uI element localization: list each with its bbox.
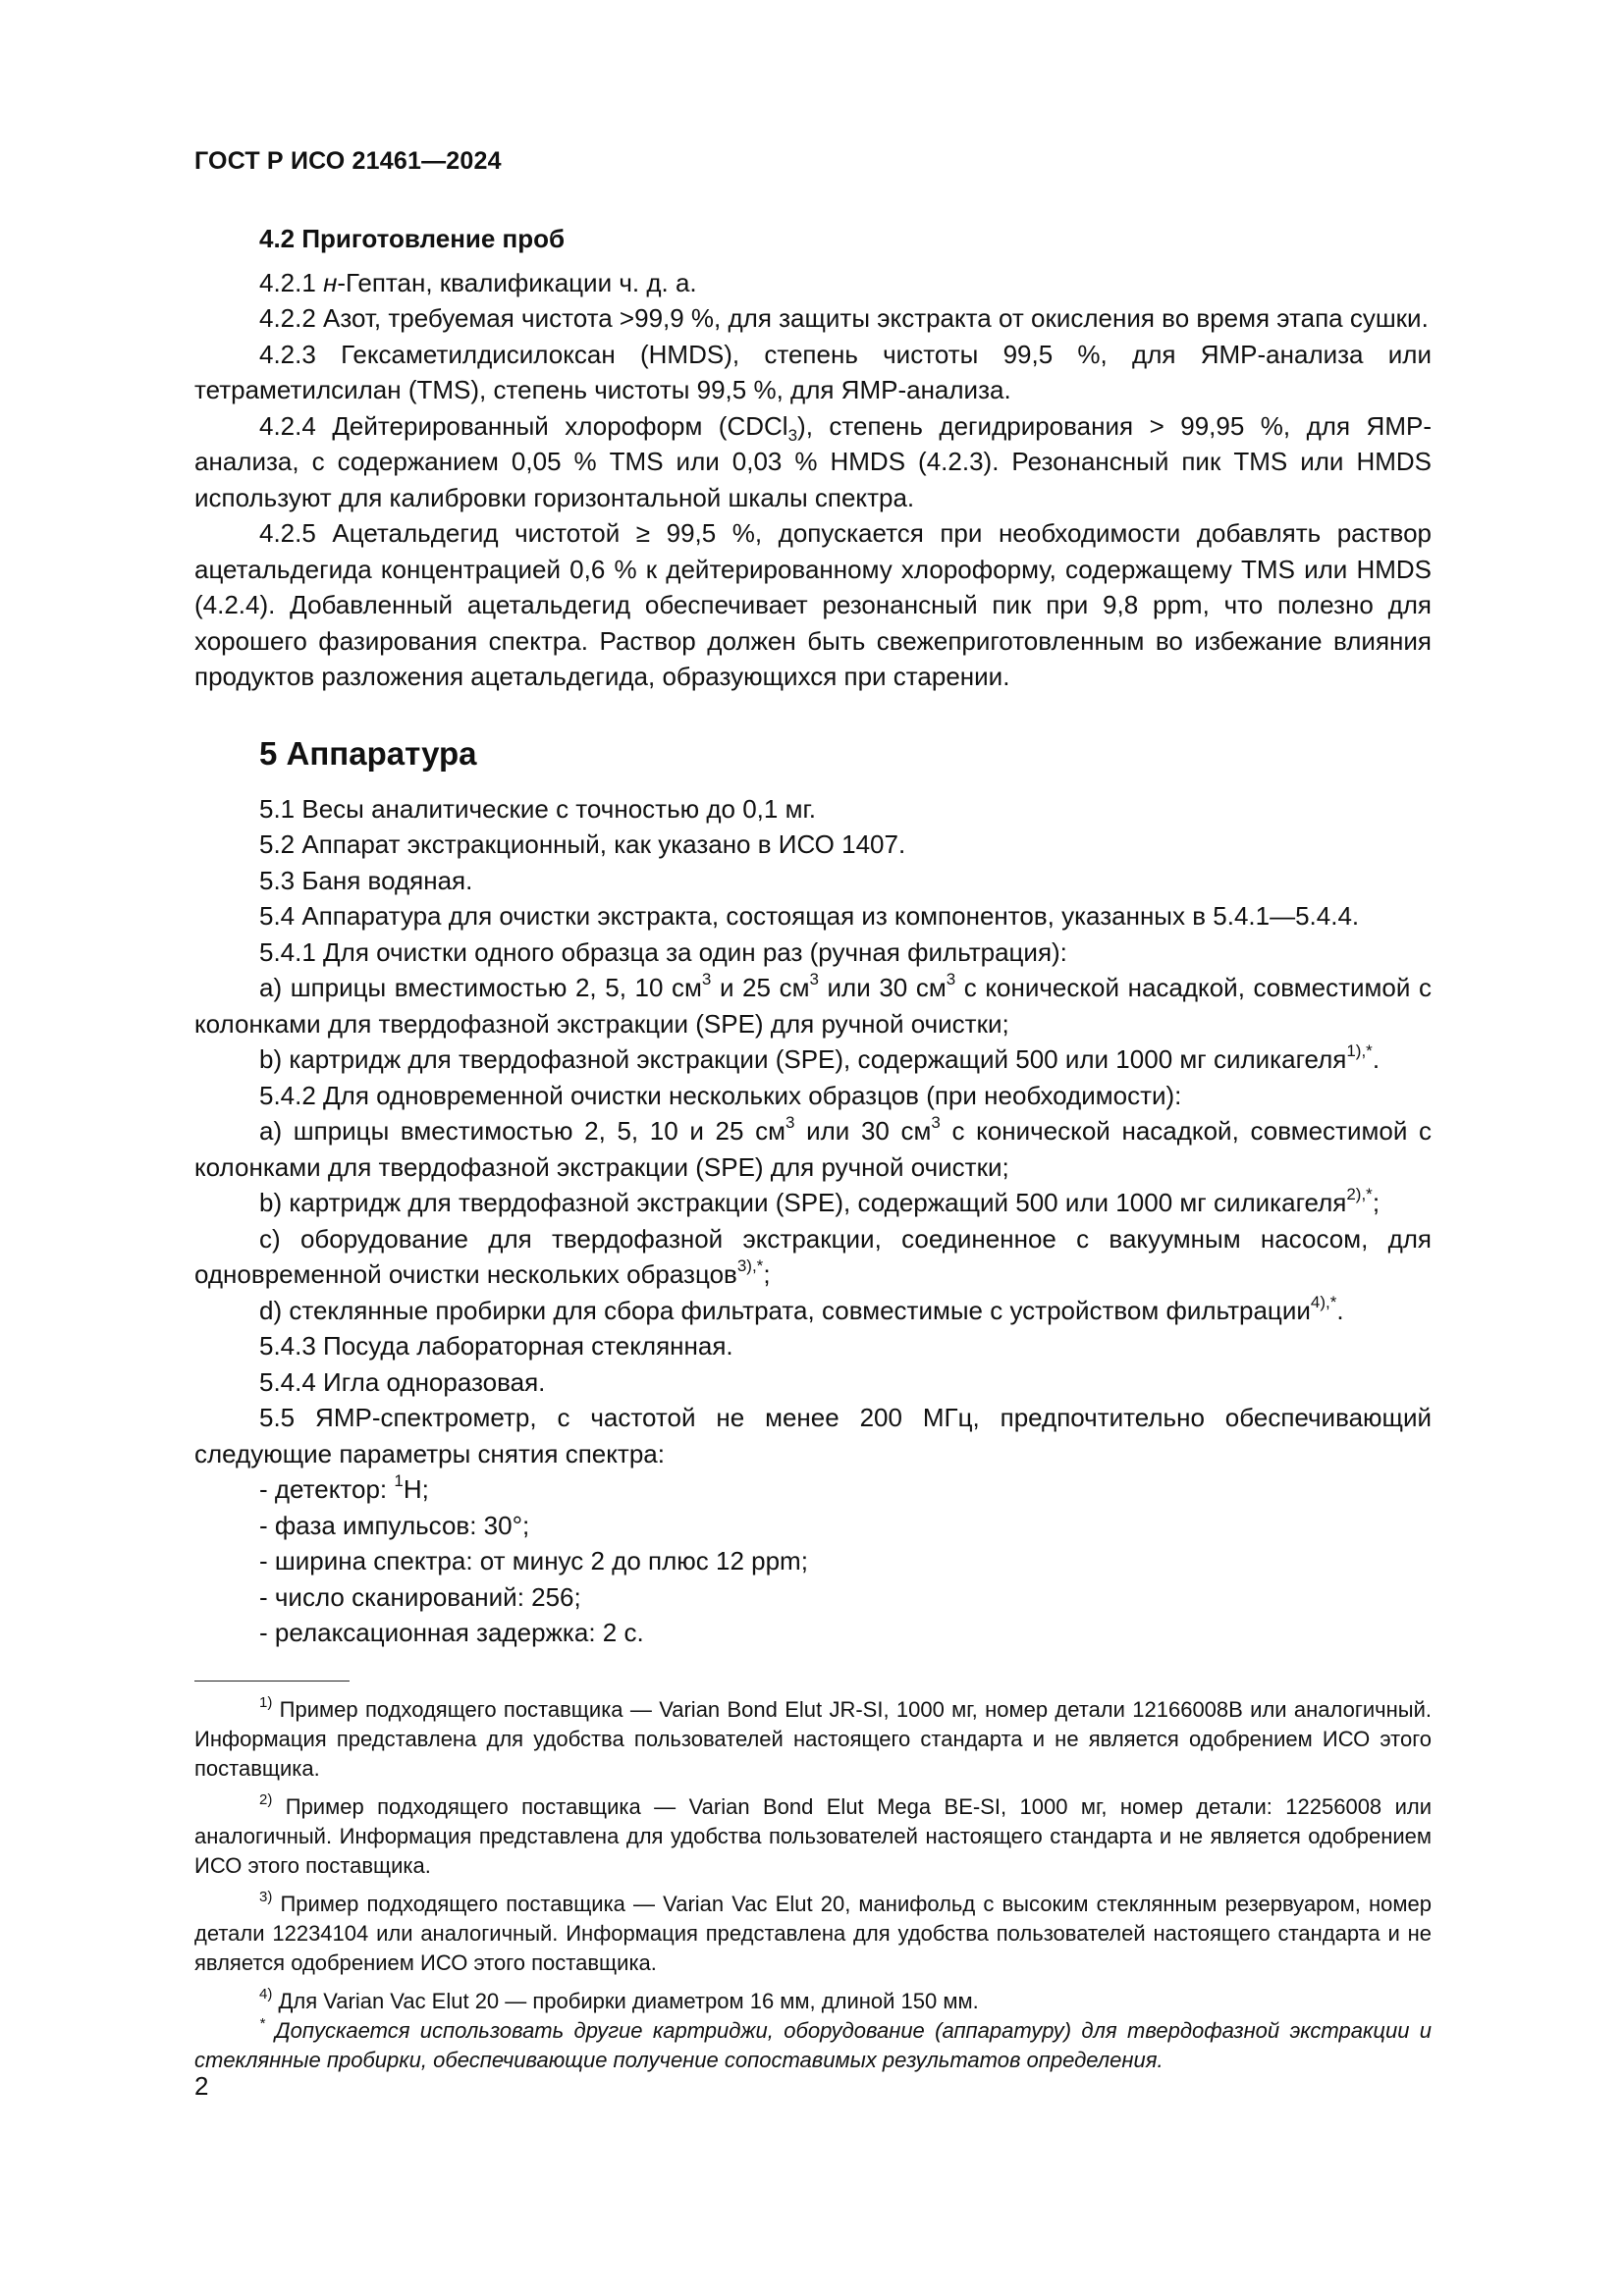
footnote-star: * Допускается использовать другие картриджи, оборудование (аппаратуру) для твердофазной экстракции и стеклянные пробирки, обеспечивающие получение сопоставимых результатов определения. [194, 2014, 1432, 2072]
item-5-4-1: 5.4.1 Для очистки одного образца за один раз (ручная фильтрация): [259, 936, 1067, 967]
footnote-ref: 1),* [1346, 1041, 1373, 1061]
item-4-2-2: 4.2.2 Азот, требуемая чистота >99,9 %, для защиты экстракта от окисления во время этапа сушки. [259, 303, 1429, 333]
document-body [194, 221, 1432, 1651]
item-5-4-2-a: a) шприцы вместимостью 2, 5, 10 и 25 $см^3$ или 30 $см^3$ с конической насадкой, совместимой с колонками для твердофазной экстракции (SPE) для ручной очистки; [194, 1113, 1432, 1182]
item-5-4-2-b: b) картридж для твердофазной экстракции (SPE), содержащий 500 или 1000 мг силикагеля$^{2),*}$; [259, 1185, 1380, 1217]
document-header: ГОСТ Р ИСО 21461—2024 [194, 147, 502, 175]
footnotes [194, 1695, 1432, 2075]
param-detector: - детектор: $^1$H; [259, 1471, 429, 1504]
item-5-4: 5.4 Аппаратура для очистки экстракта, состоящая из компонентов, указанных в 5.4.1—5.4.4. [259, 901, 1360, 931]
item-5-3: 5.3 Баня водяная. [259, 865, 473, 895]
item-5-4-2: 5.4.2 Для одновременной очистки нескольких образцов (при необходимости): [259, 1080, 1182, 1110]
param-relaxation-delay: - релаксационная задержка: 2 с. [259, 1618, 644, 1647]
footnote-3: $^{3)}$ Пример подходящего поставщика — Varian Vac Elut 20, манифольд с высоким стеклянным резервуаром, номер детали 12234104 или аналогичный. Информация представлена для удобства пользователей настоящего стандарта и не является одобрением ИСО этого поставщика. [194, 1888, 1432, 1975]
item-5-2: 5.2 Аппарат экстракционный, как указано в ИСО 1407. [259, 829, 906, 859]
param-spectral-width: - ширина спектра: от минус 2 до плюс 12 ppm; [259, 1546, 808, 1575]
page-number: 2 [194, 2071, 209, 2101]
footnote-ref: 3),* [736, 1256, 764, 1276]
item-5-4-2-c: c) оборудование для твердофазной экстракции, соединенное с вакуумным насосом, для одновременной очистки нескольких образцов$^{3),*}$; [194, 1223, 1432, 1289]
item-4-2-4: 4.2.4 Дейтерированный хлороформ (CDCl$_3$), степень дегидрирования > 99,95 %, для ЯМР-анализа, с содержанием 0,05 % TMS или 0,03 % HMDS (4.2.3). Резонансный пик TMS или HMDS используют для калибровки горизонтальной шкалы спектра. [194, 410, 1432, 512]
item-4-2-5: 4.2.5 Ацетальдегид чистотой ≥ 99,5 %, допускается при необходимости добавлять раствор ацетальдегида концентрацией 0,6 % к дейтерированному хлороформу, содержащему TMS или HMDS (4.2.4). Добавленный ацетальдегид обеспечивает резонансный пик при 9,8 ppm, что полезно для хорошего фазирования спектра. Раствор должен быть свежеприготовленным во избежание влияния продуктов разложения ацетальдегида, образующихся при старении. [194, 518, 1432, 691]
item-5-4-2-d: d) стеклянные пробирки для сбора фильтрата, совместимые с устройством фильтрации$^{4),*}$. [259, 1292, 1344, 1325]
footnote-2: $^{2)}$ Пример подходящего поставщика — Varian Bond Elut Mega BE-SI, 1000 мг, номер детали: 12256008 или аналогичный. Информация представлена для удобства пользователей настоящего стандарта и не является одобрением ИСО этого поставщика. [194, 1790, 1432, 1878]
item-5-1: 5.1 Весы аналитические с точностью до 0,1 мг. [259, 793, 816, 824]
item-5-4-3: 5.4.3 Посуда лабораторная стеклянная. [259, 1331, 733, 1361]
footnote-separator [194, 1681, 350, 1682]
item-5-4-1-a: a) шприцы вместимостью 2, 5, 10 $см^3$ и 25 $см^3$ или 30 $см^3$ с конической насадкой, совместимой с колонками для твердофазной экстракции (SPE) для ручной очистки; [194, 970, 1432, 1039]
item-4-2-1: 4.2.1 н-Гептан, квалификации ч. д. а. [259, 267, 697, 297]
item-4-2-3: 4.2.3 Гексаметилдисилоксан (HMDS), степень чистоты 99,5 %, для ЯМР-анализа или тетраметилсилан (TMS), степень чистоты 99,5 %, для ЯМР-анализа. [194, 339, 1432, 404]
footnote-4: $^{4)}$ Для Varian Vac Elut 20 — пробирки диаметром 16 мм, длиной 150 мм. [259, 1985, 979, 2013]
item-5-5: 5.5 ЯМР-спектрометр, с частотой не менее 200 МГц, предпочтительно обеспечивающий следующие параметры снятия спектра: [194, 1403, 1432, 1468]
item-5-4-1-b: b) картридж для твердофазной экстракции (SPE), содержащий 500 или 1000 мг силикагеля$^{1),*}$. [259, 1041, 1380, 1074]
footnote-ref: 2),* [1346, 1185, 1373, 1204]
footnote-1: $^{1)}$ Пример подходящего поставщика — Varian Bond Elut JR-SI, 1000 мг, номер детали 12166008B или аналогичный. Информация представлена для удобства пользователей настоящего стандарта и не является одобрением ИСО этого поставщика. [194, 1693, 1432, 1781]
footnote-ref: 4),* [1310, 1292, 1337, 1311]
item-5-4-4: 5.4.4 Игла одноразовая. [259, 1366, 546, 1397]
param-pulse-phase: - фаза импульсов: 30°; [259, 1510, 530, 1540]
param-scan-count: - число сканирований: 256; [259, 1581, 581, 1612]
section-4-2-title: 4.2 Приготовление проб [259, 224, 566, 253]
section-5-title: 5 Аппаратура [259, 734, 477, 772]
